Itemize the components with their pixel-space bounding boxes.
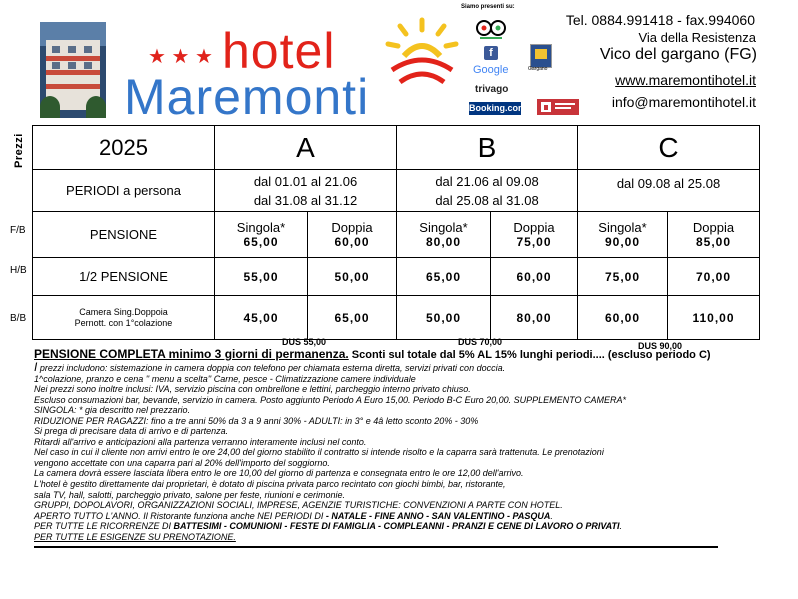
pensione-label: PENSIONE <box>33 212 215 258</box>
singola-label: Singola* <box>419 220 468 235</box>
contact-street: Via della Resistenza <box>638 30 756 45</box>
tripadvisor-icon[interactable] <box>474 18 508 40</box>
hb-a-singola: 55,00 <box>215 258 308 296</box>
note-line: I prezzi includono: sistemazione in camera doppia con telefono per chiamata esterna diretta, servizi privati con doccia. <box>34 360 506 374</box>
periods-b <box>397 170 578 212</box>
trivago-badge[interactable]: trivago <box>475 84 509 95</box>
note-line: Si prega di precisare data di arrivo e di partenza. <box>34 426 229 437</box>
hotel-photo <box>40 22 106 118</box>
email-link[interactable]: info@maremontihotel.it <box>611 94 756 110</box>
price-table <box>32 125 760 340</box>
note-line-aperto <box>34 511 754 522</box>
ricorrenze-prefix: PER TUTTE LE RICORRENZE DI <box>34 521 174 532</box>
column-b-header: B <box>397 126 578 170</box>
note-line: Nei prezzi sono inoltre inclusi: IVA, servizio piscina con ombrellone e lettini, parcheggio interno privato chiuso. <box>34 384 471 395</box>
bb-label: B/B <box>10 313 27 324</box>
note-line: Nel caso in cui il cliente non arrivi entro le ore 24,00 del giorno stabilito il contratto si intende risolto e la caparra sarà trattenuta. Le prenotazioni <box>34 447 604 458</box>
fb-a-singola <box>215 212 308 258</box>
doppia-label: Doppia <box>331 220 373 235</box>
notes-block <box>34 362 754 542</box>
bb-b-singola: 50,00 <box>397 296 491 340</box>
bb-c-doppia: 110,00 <box>668 296 760 340</box>
note-line: SINGOLA: * gia descritto nel prezzario. <box>34 405 191 416</box>
note-line: RIDUZIONE PER RAGAZZI: fino a tre anni 50% da 3 a 9 anni 30% - ADULTI: in 3° e 4â letto sconto 20% - 30% <box>34 415 479 426</box>
price: 85,00 <box>695 235 732 249</box>
hb-c-singola: 75,00 <box>578 258 668 296</box>
note-line: La camera dovrà essere lasciata libera entro le ore 10,00 del giorno di partenza e consegnata entro le ore 12,00 dell'arrivo. <box>34 468 524 479</box>
gargano-caption: Gargano <box>528 66 548 72</box>
note-line: vengono accettate con una caparra pari al 20% dell'importo del soggiorno. <box>34 457 330 468</box>
hb-b-doppia: 60,00 <box>491 258 578 296</box>
hb-a-doppia: 50,00 <box>308 258 397 296</box>
camera-label <box>33 296 215 340</box>
aperto-prefix: APERTO TUTTO L'ANNO. Il Ristorante funziona anche NEI PERIODI DI <box>34 510 326 521</box>
fb-c-singola <box>578 212 668 258</box>
headline <box>34 347 774 361</box>
headline-bold: PENSIONE COMPLETA minimo 3 giorni di permanenza. <box>34 347 349 361</box>
price: 75,00 <box>516 235 552 249</box>
price: 65,00 <box>243 235 279 249</box>
fb-label: F/B <box>10 225 26 236</box>
contact-city: Vico del gargano (FG) <box>599 46 757 63</box>
google-badge[interactable]: Google <box>473 64 509 76</box>
doppia-label: Doppia <box>692 220 735 235</box>
dus-b: DUS 70,00 <box>458 337 503 347</box>
fb-b-singola <box>397 212 491 258</box>
note-line: Ritardi all'arrivo e anticipazioni alla partenza verranno interamente inclusi nel conto. <box>34 436 367 447</box>
period-c-1: dal 09.08 al 25.08 <box>616 176 721 191</box>
booking-badge[interactable]: Booking.com <box>469 103 527 113</box>
singola-label: Singola* <box>598 220 647 235</box>
aperto-suffix: . <box>550 510 553 521</box>
column-c-header: C <box>578 126 760 170</box>
note-line: Escluso consumazioni bar, bevande, servizio in camera. Posto aggiunto Periodo A Euro 15,00. Periodo B-C Euro 20,00. SUPPLEMENTO CAMERA* <box>34 394 626 405</box>
year-cell: 2025 <box>33 126 215 170</box>
note-line-ricorrenze <box>34 521 754 532</box>
hb-b-singola: 65,00 <box>397 258 491 296</box>
note-line: sala TV, hall, salotti, parcheggio privato, salone per feste, riunioni e cerimonie. <box>34 489 345 500</box>
note-line: L'hotel è gestito direttamente dai proprietari, è dotato di piscina privata parco recintato con giochi bimbi, bar, ristorante, <box>34 479 506 490</box>
price: 60,00 <box>334 235 370 249</box>
camera-label-line-2: Pernott. con 1°colazione <box>74 317 173 328</box>
logo-word-maremonti: Maremonti <box>124 69 370 125</box>
prezzi-label: Prezzi <box>13 133 25 168</box>
note-line-esigenze: PER TUTTE LE ESIGENZE SU PRENOTAZIONE. <box>34 531 236 542</box>
accessibility-badge-icon <box>537 99 579 115</box>
facebook-icon[interactable]: f <box>484 46 498 60</box>
hb-label: H/B <box>10 265 27 276</box>
headline-rest: Sconti sul totale dal 5% AL 15% lunghi periodi.... (escluso periodo C) <box>348 349 711 361</box>
present-on-label: Siamo presenti su: <box>461 4 515 10</box>
periods-a <box>215 170 397 212</box>
column-a-header: A <box>215 126 397 170</box>
periods-c <box>578 170 760 212</box>
sun-logo-icon <box>382 16 462 92</box>
bb-c-singola: 60,00 <box>578 296 668 340</box>
singola-label: Singola* <box>236 220 286 235</box>
logo-word-hotel: hotel <box>222 23 336 79</box>
hb-c-doppia: 70,00 <box>668 258 760 296</box>
doppia-label: Doppia <box>513 220 555 235</box>
dus-c: DUS 90,00 <box>638 341 683 351</box>
period-a-1: dal 01.01 al 21.06 <box>253 173 358 189</box>
note-line: GRUPPI, DOPOLAVORI, ORGANIZZAZIONI SOCIALI, IMPRESE, AGENZIE TURISTICHE: CONVENZIONI A PARTE CON HOTEL. <box>34 500 563 511</box>
gargano-logo-icon <box>530 44 552 68</box>
aperto-bold: - NATALE - FINE ANNO - SAN VALENTINO - PASQUA <box>325 510 551 521</box>
mezza-pensione-label: 1/2 PENSIONE <box>33 258 215 296</box>
ricorrenze-bold: BATTESIMI - COMUNIONI - FESTE DI FAMIGLIA - COMPLEANNI - PRANZI E CENE DI LAVORO O PRIVATI <box>173 521 620 532</box>
price: 80,00 <box>425 235 462 249</box>
rating-stars: ★ ★ ★ <box>148 46 213 68</box>
bottom-divider <box>34 546 718 548</box>
ricorrenze-suffix: . <box>619 521 623 532</box>
website-link[interactable]: www.maremontihotel.it <box>615 72 756 88</box>
period-b-2: dal 25.08 al 31.08 <box>435 192 539 208</box>
fb-c-doppia <box>668 212 760 258</box>
period-a-2: dal 31.08 al 31.12 <box>253 192 358 208</box>
bb-b-doppia: 80,00 <box>491 296 578 340</box>
price: 90,00 <box>604 235 641 249</box>
periodi-label: PERIODI a persona <box>33 170 215 212</box>
contact-phone: Tel. 0884.991418 - fax.994060 <box>565 12 755 28</box>
fb-a-doppia <box>308 212 397 258</box>
dus-a: DUS 55,00 <box>282 337 327 347</box>
camera-label-line-1: Camera Sing.Doppoia <box>79 306 168 317</box>
period-b-1: dal 21.06 al 09.08 <box>435 173 539 189</box>
bb-a-doppia: 65,00 <box>308 296 397 340</box>
bb-a-singola: 45,00 <box>215 296 308 340</box>
fb-b-doppia <box>491 212 578 258</box>
note-line: 1^colazione, pranzo e cena '' menu a scelta'' Carne, pesce - Climatizzazione camere individuale <box>34 373 416 384</box>
